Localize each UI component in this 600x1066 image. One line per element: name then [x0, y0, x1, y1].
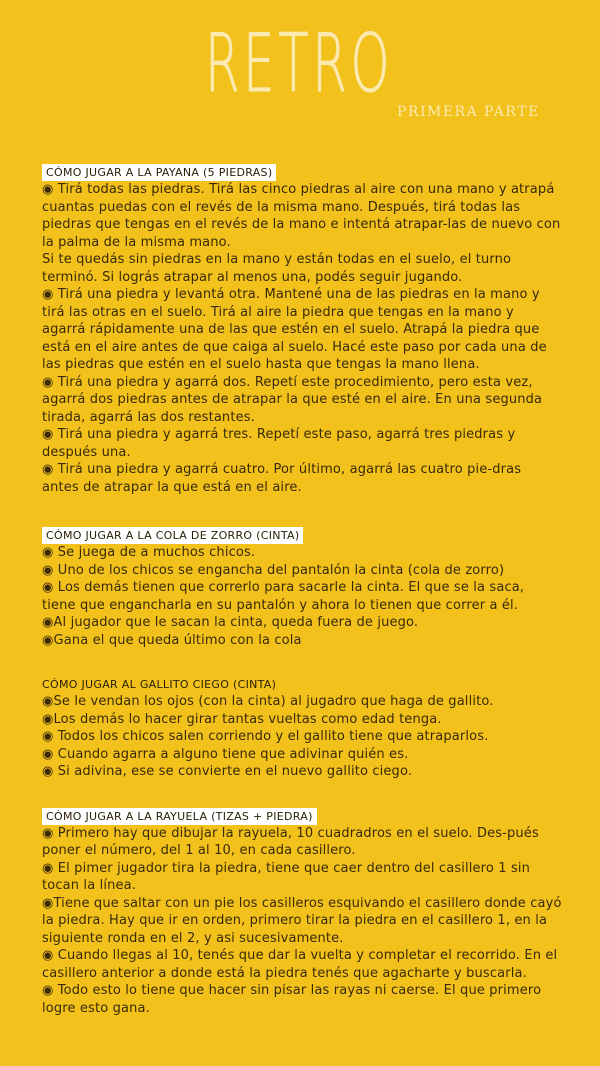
- content: [42, 161, 562, 1017]
- section-title-gallito-ciego: CÓMO JUGAR AL GALLITO CIEGO (CINTA): [42, 678, 277, 691]
- subtitle: PRIMERA PARTE: [397, 104, 540, 120]
- section-title-payana: CÓMO JUGAR A LA PAYANA (5 PIEDRAS): [42, 164, 276, 181]
- section-title-cola-de-zorro: CÓMO JUGAR A LA COLA DE ZORRO (CINTA): [42, 527, 303, 544]
- section-rayuela: [42, 805, 562, 1018]
- section-title-rayuela: CÓMO JUGAR A LA RAYUELA (TIZAS + PIEDRA): [42, 808, 317, 825]
- section-text-rayuela: ◉ Primero hay que dibujar la rayuela, 10 cuadradros en el suelo. Des-pués poner el número, del 1 al 10, en cada casillero. ◉ El pimer jugador tira la piedra, tiene que caer dentro del casillero 1 sin tocan la línea. ◉Tiene que saltar con un pie los casilleros esquivando el casillero donde cayó la piedra. Hay que ir en orden, primero tirar la piedra en el casillero 1, en la siguiente ronda en el 2, y asi sucesivamente. ◉ Cuando llegas al 10, tenés que dar la vuelta y completar el recorrido. En el casillero anterior a donde está la piedra tenés que agacharte y buscarla. ◉ Todo esto lo tiene que hacer sin pisar las rayas ni caerse. El que primero logre esto gana.: [42, 825, 562, 1016]
- retro-title: RETRO: [205, 17, 394, 110]
- section-payana: [42, 161, 562, 496]
- section-text-payana: ◉ Tirá todas las piedras. Tirá las cinco piedras al aire con una mano y atrapá cuantas puedas con el revés de la misma mano. Después, tirá todas las piedras que tengas en el revés de la mano e intentá atrapar-las de nuevo con la palma de la misma mano. Si te quedás sin piedras en la mano y están todas en el suelo, el turno terminó. Si lográs atrapar al menos una, podés seguir jugando. ◉ Tirá una piedra y levantá otra. Mantené una de las piedras en la mano y tirá las otras en el suelo. Tirá al aire la piedra que tengas en la mano y agarrá rápidamente una de las que estén en el suelo. Atrapá la piedra que está en el aire antes de que caiga al suelo. Hacé este paso por cada una de las piedras que estén en el suelo hasta que tengas la mano llena. ◉ Tirá una piedra y agarrá dos. Repetí este procedimiento, pero esta vez, agarrá dos piedras antes de atrapar la que esté en el aire. En una segunda tirada, agarrá las dos restantes. ◉ Tirá una piedra y agarrá tres. Repetí este paso, agarrá tres piedras y después una. ◉ Tirá una piedra y agarrá cuatro. Por último, agarrá las cuatro pie-dras antes de atrapar la que está en el aire.: [42, 182, 561, 495]
- section-gallito-ciego: [42, 673, 562, 781]
- section-cola-de-zorro: [42, 524, 562, 649]
- section-text-cola-de-zorro: ◉ Se juega de a muchos chicos. ◉ Uno de los chicos se engancha del pantalón la cinta (cola de zorro) ◉ Los demás tienen que correrlo para sacarle la cinta. El que se la saca, tiene que engancharla en su pantalón y ahora lo tienen que correr a él. ◉Al jugador que le sacan la cinta, queda fuera de juego. ◉Gana el que queda último con la cola: [42, 545, 525, 648]
- header: [0, 17, 600, 130]
- section-text-gallito-ciego: ◉Se le vendan los ojos (con la cinta) al jugadro que haga de gallito. ◉Los demás lo hacer girar tantas vueltas como edad tenga. ◉ Todos los chicos salen corriendo y el gallito tiene que atraparlos. ◉ Cuando agarra a alguno tiene que adivinar quién es. ◉ Si adivina, ese se convierte en el nuevo gallito ciego.: [42, 694, 494, 779]
